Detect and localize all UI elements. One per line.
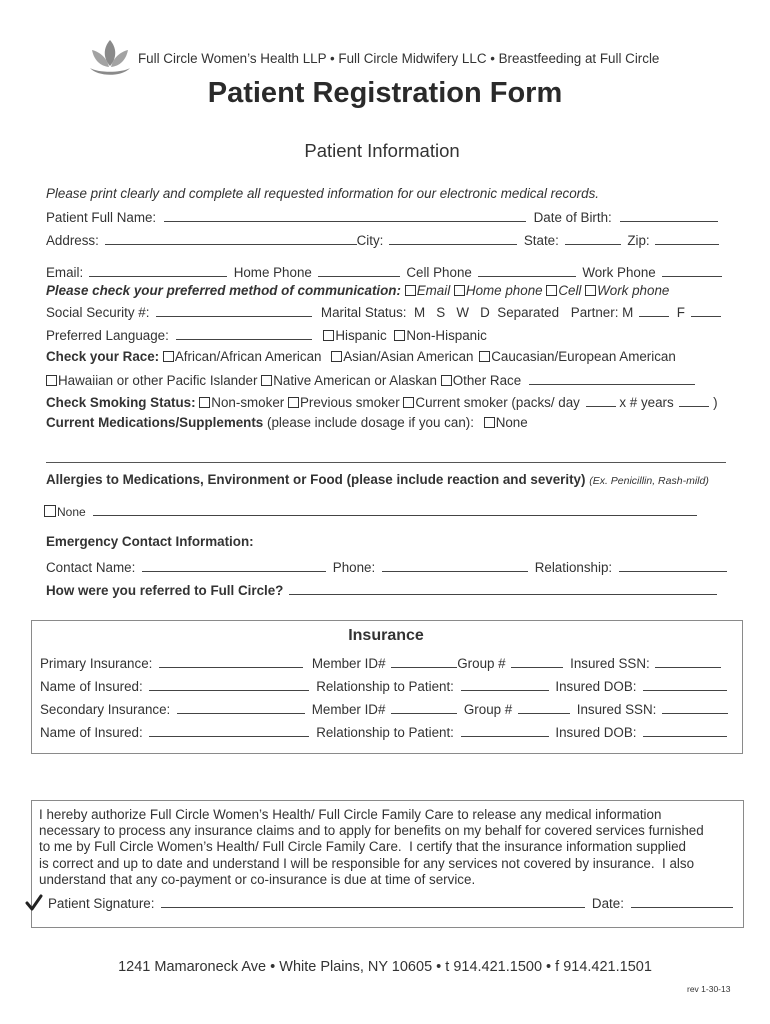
race-other-checkbox[interactable]	[441, 375, 452, 386]
row-allergies-none	[44, 503, 697, 519]
section-title: Patient Information	[304, 140, 460, 161]
email-checkbox[interactable]	[405, 285, 416, 296]
partner-m-field[interactable]	[639, 304, 669, 317]
row-ssn	[46, 304, 721, 320]
partner-m-label: Partner: M	[570, 305, 634, 320]
secondary-insurance-label: Secondary Insurance:	[40, 702, 171, 717]
contact-phone-label: Phone:	[332, 560, 376, 575]
row-language	[46, 327, 487, 343]
race-african-option: African/African American	[174, 349, 322, 364]
row-allergies	[46, 472, 709, 487]
footer-address: 1241 Mamaroneck Ave • White Plains, NY 10605 • t 914.421.1500 • f 914.421.1501	[118, 959, 652, 975]
work-phone-field[interactable]	[662, 264, 722, 277]
address-label: Address:	[46, 233, 99, 248]
race-asian-option: Asian/Asian American	[343, 349, 474, 364]
row-primary-insurance	[40, 655, 721, 671]
primary-insured-dob-label: Insured DOB:	[555, 679, 637, 694]
smoking-label: Check Smoking Status:	[46, 395, 196, 410]
address-field[interactable]	[105, 232, 357, 245]
meds-note: (please include dosage if you can):	[267, 415, 474, 430]
primary-insurance-label: Primary Insurance:	[40, 656, 153, 671]
row-signature	[48, 895, 733, 911]
row-smoking	[46, 394, 718, 410]
pref-method-label: Please check your preferred method of communication:	[46, 283, 401, 298]
state-label: State:	[523, 233, 559, 248]
primary-insured-dob-field[interactable]	[643, 678, 727, 691]
referred-field[interactable]	[289, 582, 717, 595]
secondary-insured-dob-field[interactable]	[643, 724, 727, 737]
race-hawaiian-option: Hawaiian or other Pacific Islander	[58, 373, 258, 388]
authorization-line: I hereby authorize Full Circle Women’s Health/ Full Circle Family Care to release any medical information	[39, 807, 662, 822]
row-phones	[46, 264, 722, 280]
years-field[interactable]	[679, 394, 709, 407]
smoke-close: )	[713, 395, 718, 410]
state-field[interactable]	[565, 232, 621, 245]
work-phone-label: Work Phone	[582, 265, 656, 280]
primary-relationship-label: Relationship to Patient:	[316, 679, 454, 694]
race-other-field[interactable]	[529, 372, 695, 385]
smoke-years-label: x # years	[619, 395, 674, 410]
allergies-field[interactable]	[93, 503, 697, 516]
zip-field[interactable]	[655, 232, 719, 245]
partner-f-field[interactable]	[691, 304, 721, 317]
instructions: Please print clearly and complete all requested information for our electronic medical records.	[46, 186, 600, 201]
contact-name-field[interactable]	[142, 559, 326, 572]
contact-name-label: Contact Name:	[46, 560, 136, 575]
email-field[interactable]	[89, 264, 227, 277]
meds-none-checkbox[interactable]	[484, 417, 495, 428]
partner-f-label: F	[676, 305, 685, 320]
signature-label: Patient Signature:	[48, 896, 155, 911]
race-hawaiian-checkbox[interactable]	[46, 375, 57, 386]
race-native-checkbox[interactable]	[261, 375, 272, 386]
secondary-insured-ssn-label: Insured SSN:	[576, 702, 657, 717]
allergies-label: Allergies to Medications, Environment or Food (please include reaction and severity)	[46, 472, 586, 487]
row-meds	[46, 415, 528, 430]
meds-none-option: None	[495, 415, 528, 430]
emergency-label: Emergency Contact Information:	[46, 534, 254, 549]
race-african-checkbox[interactable]	[163, 351, 174, 362]
contact-phone-field[interactable]	[382, 559, 528, 572]
race-label: Check your Race:	[46, 349, 160, 364]
smoke-non-option: Non-smoker	[211, 395, 285, 410]
secondary-member-id-label: Member ID#	[311, 702, 386, 717]
race-native-option: Native American or Alaskan	[273, 373, 437, 388]
cell-phone-field[interactable]	[478, 264, 576, 277]
secondary-relationship-field[interactable]	[461, 724, 549, 737]
zip-label: Zip:	[627, 233, 650, 248]
primary-name-insured-label: Name of Insured:	[40, 679, 143, 694]
smoke-prev-checkbox[interactable]	[288, 397, 299, 408]
city-field[interactable]	[389, 232, 517, 245]
secondary-name-insured-field[interactable]	[149, 724, 309, 737]
primary-group-field[interactable]	[511, 655, 563, 668]
org-names: Full Circle Women’s Health LLP • Full Circle Midwifery LLC • Breastfeeding at Full Circle	[138, 51, 660, 66]
race-caucasian-checkbox[interactable]	[479, 351, 490, 362]
packs-field[interactable]	[586, 394, 616, 407]
city-label: City:	[356, 233, 384, 248]
home-phone-option: Home phone	[465, 283, 543, 298]
language-label: Preferred Language:	[46, 328, 169, 343]
row-secondary-insured	[40, 724, 727, 740]
allergies-none-option: None	[57, 505, 86, 519]
signature-date-label: Date:	[591, 896, 624, 911]
row-secondary-insurance	[40, 701, 728, 717]
checkmark-icon	[25, 894, 43, 912]
allergies-none-checkbox[interactable]	[44, 505, 56, 517]
cell-phone-label: Cell Phone	[406, 265, 472, 280]
smoke-prev-option: Previous smoker	[299, 395, 400, 410]
primary-insured-ssn-label: Insured SSN:	[570, 656, 650, 671]
primary-group-label: Group #	[457, 656, 506, 671]
referred-label: How were you referred to Full Circle?	[46, 583, 284, 598]
language-field[interactable]	[176, 327, 312, 340]
race-caucasian-option: Caucasian/European American	[491, 349, 676, 364]
primary-insured-ssn-field[interactable]	[655, 655, 721, 668]
cell-option: Cell	[558, 283, 582, 298]
home-phone-field[interactable]	[318, 264, 400, 277]
primary-name-insured-field[interactable]	[149, 678, 309, 691]
race-other-option: Other Race	[452, 373, 522, 388]
authorization-line: understand that any co-payment or co-insurance is due at time of service.	[39, 871, 476, 887]
secondary-relationship-label: Relationship to Patient:	[316, 725, 454, 740]
lotus-leaves-icon	[88, 38, 132, 80]
primary-insurance-field[interactable]	[159, 655, 303, 668]
hispanic-option: Hispanic	[335, 328, 387, 343]
authorization-line: necessary to process any insurance claims and to apply for benefits on my behalf for covered services furnished	[39, 823, 704, 839]
work-phone-option: Work phone	[597, 283, 670, 298]
secondary-name-insured-label: Name of Insured:	[40, 725, 143, 740]
race-asian-checkbox[interactable]	[331, 351, 342, 362]
row-address	[46, 232, 719, 248]
row-contact	[46, 559, 727, 575]
meds-field[interactable]	[46, 462, 726, 463]
row-race-1	[46, 349, 676, 364]
cell-checkbox[interactable]	[546, 285, 557, 296]
smoke-non-checkbox[interactable]	[199, 397, 210, 408]
row-name	[46, 209, 718, 225]
ssn-field[interactable]	[156, 304, 312, 317]
non-hispanic-checkbox[interactable]	[394, 330, 405, 341]
signature-field[interactable]	[161, 895, 585, 908]
authorization-text	[39, 807, 704, 888]
form-title: Patient Registration Form	[207, 77, 563, 109]
hispanic-checkbox[interactable]	[323, 330, 334, 341]
primary-relationship-field[interactable]	[461, 678, 549, 691]
allergies-example: (Ex. Penicillin, Rash-mild)	[589, 475, 709, 487]
row-primary-insured	[40, 678, 727, 694]
email-label: Email:	[46, 265, 84, 280]
home-phone-label: Home Phone	[233, 265, 312, 280]
secondary-group-field[interactable]	[518, 701, 570, 714]
row-pref-method	[46, 283, 669, 298]
insurance-title: Insurance	[348, 627, 424, 644]
contact-relationship-label: Relationship:	[534, 560, 613, 575]
secondary-group-label: Group #	[463, 702, 513, 717]
authorization-line: is correct and up to date and understand I will be responsible for any services not covered by insurance. I also	[39, 855, 695, 871]
secondary-insured-ssn-field[interactable]	[662, 701, 728, 714]
non-hispanic-option: Non-Hispanic	[406, 328, 487, 343]
contact-relationship-field[interactable]	[619, 559, 727, 572]
dob-field[interactable]	[620, 209, 718, 222]
row-referred	[46, 582, 717, 598]
signature-date-field[interactable]	[631, 895, 733, 908]
ssn-label: Social Security #:	[46, 305, 150, 320]
secondary-insured-dob-label: Insured DOB:	[555, 725, 637, 740]
full-name-label: Patient Full Name:	[46, 210, 157, 225]
primary-member-id-label: Member ID#	[311, 656, 386, 671]
meds-label: Current Medications/Supplements	[46, 415, 264, 430]
email-option: Email	[416, 283, 451, 298]
secondary-insurance-field[interactable]	[177, 701, 305, 714]
authorization-line: to me by Full Circle Women’s Health/ Full Circle Family Care. I certify that the insurance information supplied	[39, 839, 686, 855]
revision: rev 1-30-13	[687, 984, 731, 994]
secondary-member-id-field[interactable]	[391, 701, 457, 714]
dob-label: Date of Birth:	[533, 210, 612, 225]
marital-status[interactable]: Marital Status: M S W D Separated	[320, 305, 560, 320]
home-phone-checkbox[interactable]	[454, 285, 465, 296]
primary-member-id-field[interactable]	[391, 655, 457, 668]
smoke-current-option: Current smoker (packs/ day	[415, 395, 580, 410]
full-name-field[interactable]	[164, 209, 526, 222]
smoke-current-checkbox[interactable]	[403, 397, 414, 408]
row-race-2	[46, 372, 695, 388]
work-phone-checkbox[interactable]	[585, 285, 596, 296]
